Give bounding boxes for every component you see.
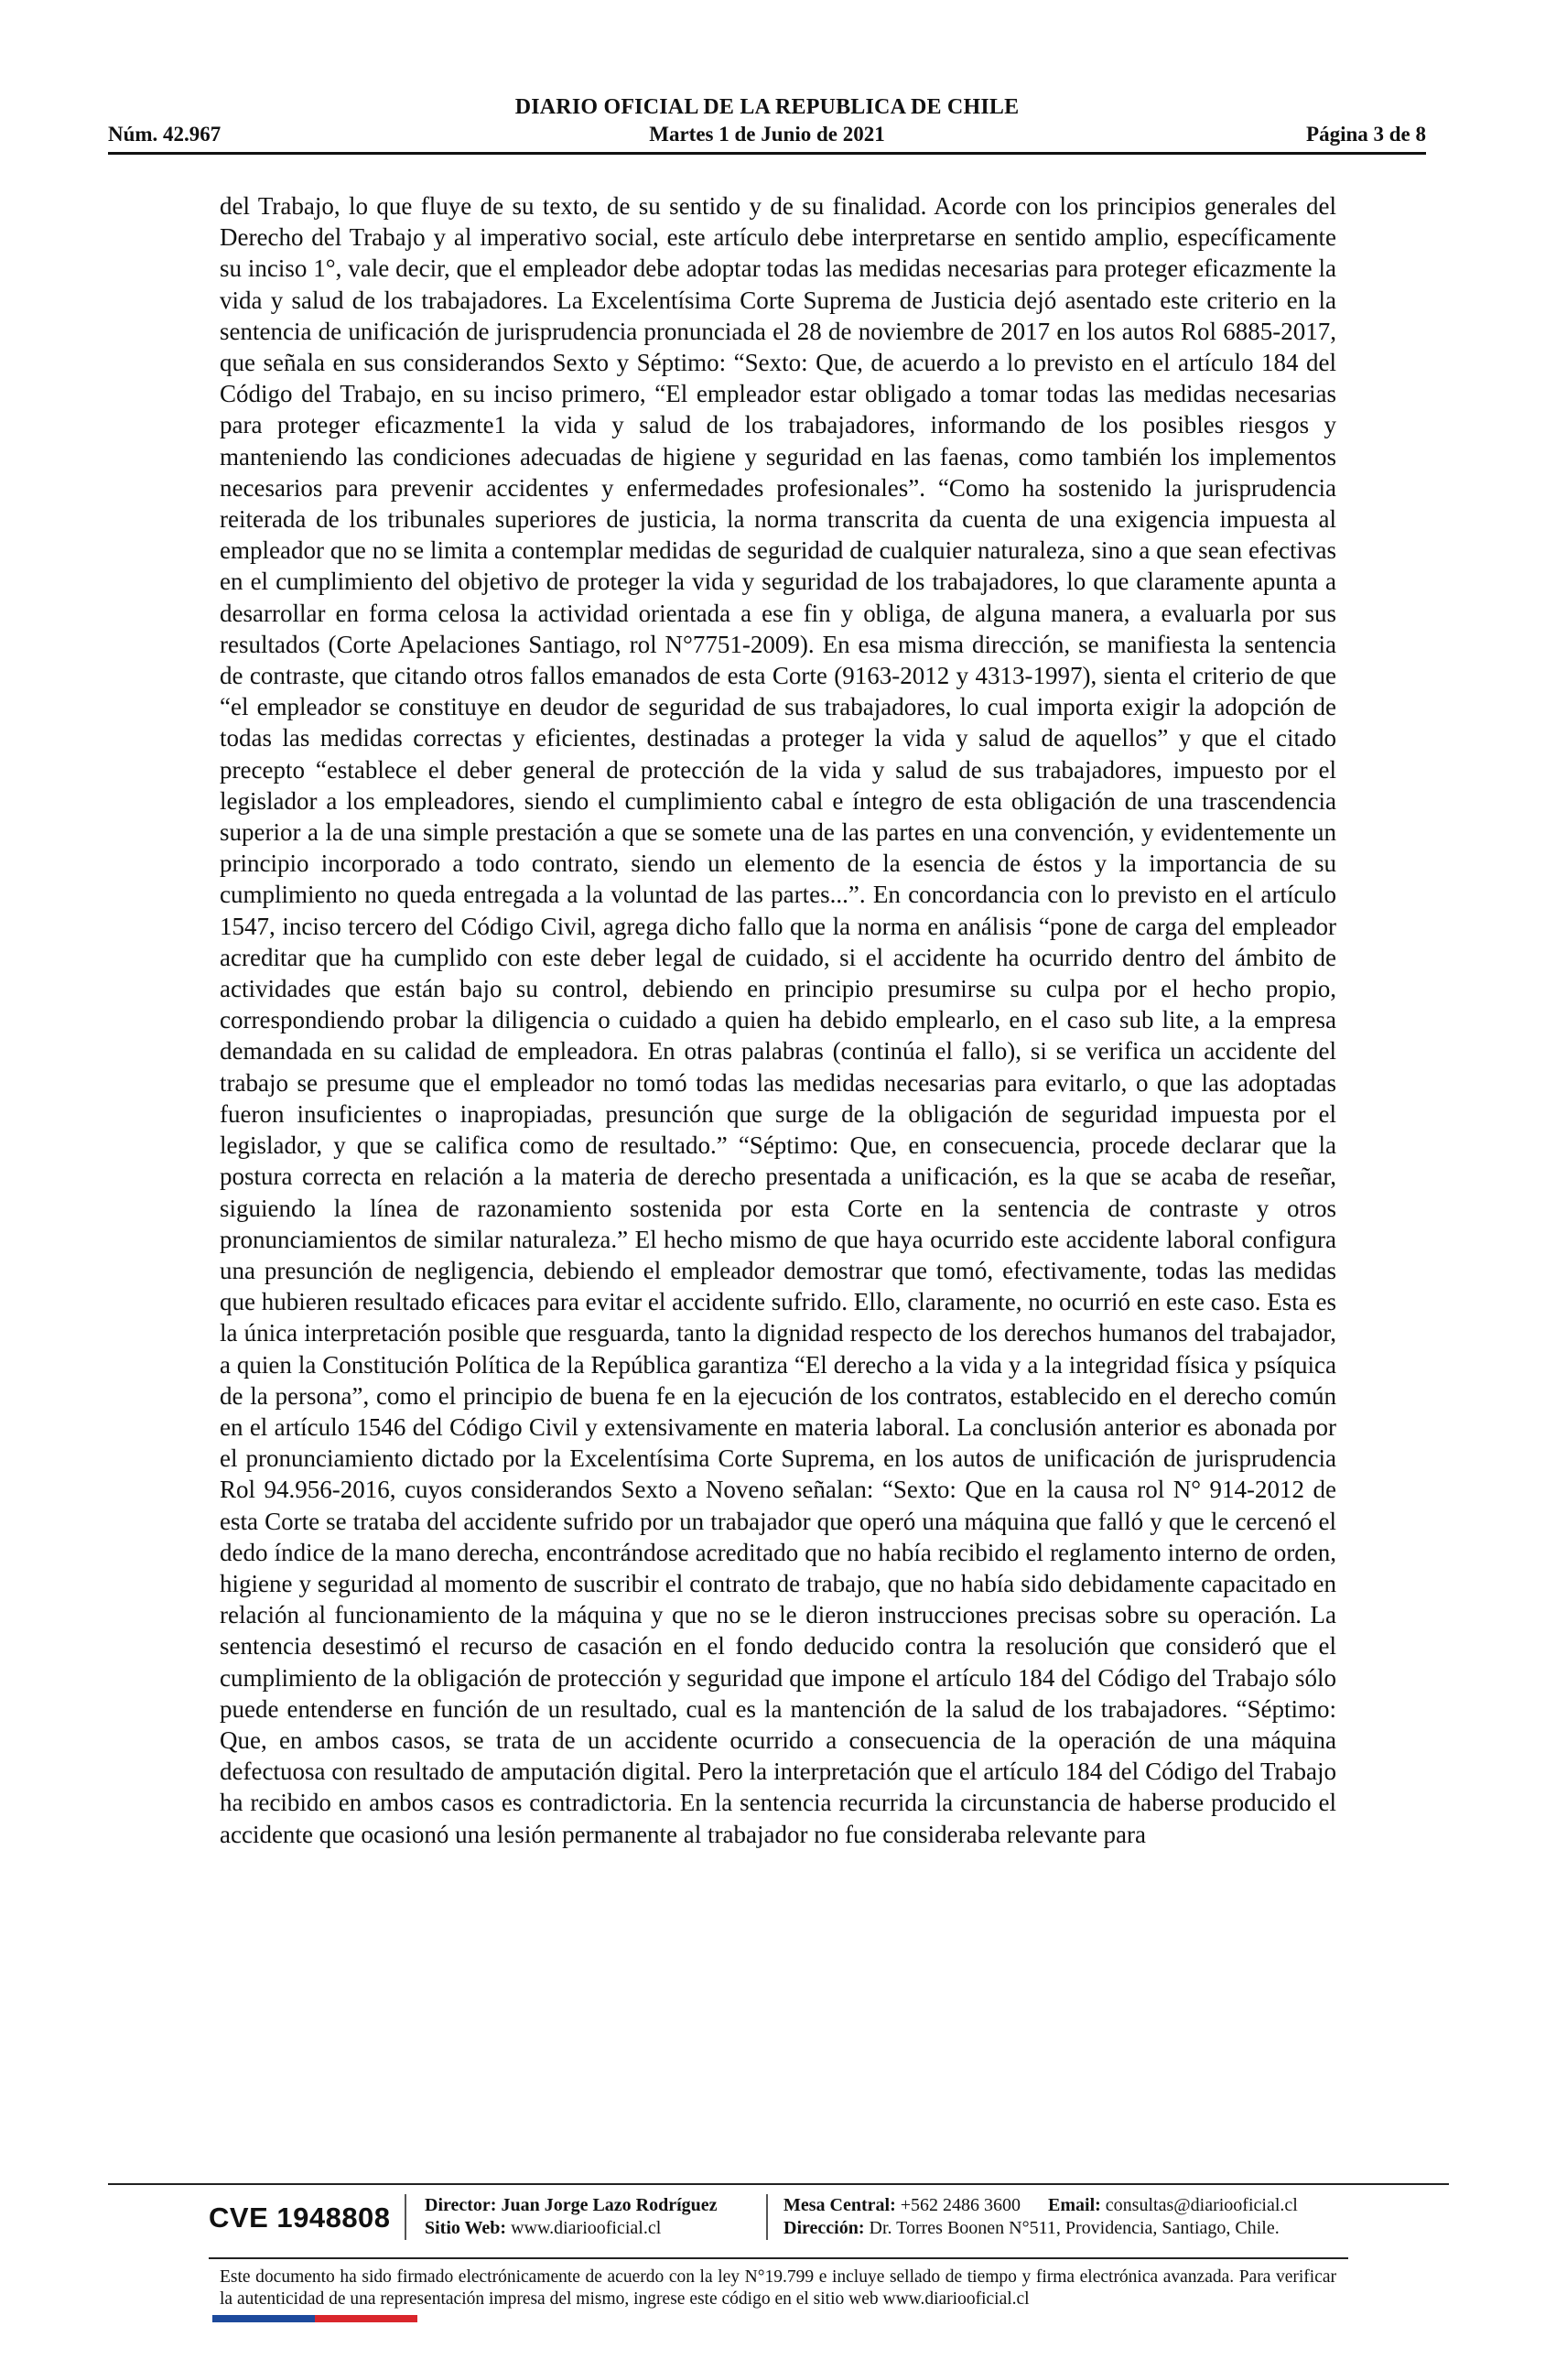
address-value: Dr. Torres Boonen N°511, Providencia, Santiago, Chile. [869,2218,1280,2238]
address-label: Dirección: [783,2218,865,2238]
contact-block [783,2194,1298,2240]
footer-divider [108,2183,1449,2185]
director-name: Juan Jorge Lazo Rodríguez [501,2195,718,2215]
gazette-title: DIARIO OFICIAL DE LA REPUBLICA DE CHILE [514,95,1020,119]
issue-date: Martes 1 de Junio de 2021 [649,123,885,146]
phone-value: +562 2486 3600 [900,2195,1021,2215]
issue-number: Núm. 42.967 [108,123,222,146]
phone-label: Mesa Central: [783,2195,896,2215]
director-label: Director: [425,2195,497,2215]
director-block [425,2194,718,2240]
legal-note: Este documento ha sido firmado electrónicamente de acuerdo con la ley N°19.799 e incluye sellado de tiempo y firma electrónica avanzada. Para verificar la autenticidad de una representación impresa del mismo, ingrese este código en el sitio web www.diariooficial.cl [220,2267,1336,2309]
site-link[interactable]: www.diariooficial.cl [511,2218,662,2238]
footer-separator [766,2194,768,2240]
site-label: Sitio Web: [425,2218,507,2238]
document-body: del Trabajo, lo que fluye de su texto, de su sentido y de su finalidad. Acorde con los principios generales del Derecho del Trabajo y al imperativo social, este artículo debe interpretarse en sentido amplio, específicamente su inciso 1°, vale decir, que el empleador debe adoptar todas las medidas necesarias para proteger eficazmente la vida y salud de los trabajadores. La Excelentísima Corte Suprema de Justicia dejó asentado este criterio en la sentencia de unificación de jurisprudencia pronunciada el 28 de noviembre de 2017 en los autos Rol 6885-2017, que señala en sus considerandos Sexto y Séptimo: “Sexto: Que, de acuerdo a lo previsto en el artículo 184 del Código del Trabajo, en su inciso primero, “El empleador estar obligado a tomar todas las medidas necesarias para proteger eficazmente1 la vida y salud de los trabajadores, informando de los posibles riesgos y manteniendo las condiciones adecuadas de higiene y seguridad en las faenas, como también los implementos necesarios para prevenir accidentes y enfermedades profesionales”. “Como ha sostenido la jurisprudencia reiterada de los tribunales superiores de justicia, la norma transcrita da cuenta de una exigencia impuesta al empleador que no se limita a contemplar medidas de seguridad de cualquier naturaleza, sino a que sean efectivas en el cumplimiento del objetivo de proteger la vida y seguridad de los trabajadores, lo que claramente apunta a desarrollar en forma celosa la actividad orientada a ese fin y obliga, de alguna manera, a evaluarla por sus resultados (Corte Apelaciones Santiago, rol N°7751-2009). En esa misma dirección, se manifiesta la sentencia de contraste, que citando otros fallos emanados de esta Corte (9163-2012 y 4313-1997), sienta el criterio de que “el empleador se constituye en deudor de seguridad de sus trabajadores, lo cual importa exigir la adopción de todas las medidas correctas y eficientes, destinadas a proteger la vida y salud de aquellos” y que el citado precepto “establece el deber general de protección de la vida y salud de sus trabajadores, impuesto por el legislador a los empleadores, siendo el cumplimiento cabal e íntegro de esta obligación de una trascendencia superior a la de una simple prestación a que se somete una de las partes en una convención, y evidentemente un principio incorporado a todo contrato, siendo un elemento de la esencia de éstos y la importancia de su cumplimiento no queda entregada a la voluntad de las partes...”. En concordancia con lo previsto en el artículo 1547, inciso tercero del Código Civil, agrega dicho fallo que la norma en análisis “pone de carga del empleador acreditar que ha cumplido con este deber legal de cuidado, si el accidente ha ocurrido dentro del ámbito de actividades que están bajo su control, debiendo en principio presumirse su culpa por el hecho propio, correspondiendo probar la diligencia o cuidado a quien ha debido emplearlo, en el caso sub lite, a la empresa demandada en su calidad de empleadora. En otras palabras (continúa el fallo), si se verifica un accidente del trabajo se presume que el empleador no tomó todas las medidas necesarias para evitarlo, o que las adoptadas fueron insuficientes o inapropiadas, presunción que surge de la obligación de seguridad impuesta por el legislador, y que se califica como de resultado.” “Séptimo: Que, en consecuencia, procede declarar que la postura correcta en relación a la materia de derecho presentada a unificación, es la que se acaba de reseñar, siguiendo la línea de razonamiento sostenida por esta Corte en la sentencia de contraste y otros pronunciamientos de similar naturaleza.” El hecho mismo de que haya ocurrido este accidente laboral configura una presunción de negligencia, debiendo el empleador demostrar que tomó, efectivamente, todas las medidas que hubieren resultado eficaces para evitar el accidente sufrido. Ello, claramente, no ocurrió en este caso. Esta es la única interpretación posible que resguarda, tanto la dignidad respecto de los derechos humanos del trabajador, a quien la Constitución Política de la República garantiza “El derecho a la vida y a la integridad física y psíquica de la persona”, como el principio de buena fe en la ejecución de los contratos, establecido en el derecho común en el artículo 1546 del Código Civil y extensivamente en materia laboral. La conclusión anterior es abonada por el pronunciamiento dictado por la Excelentísima Corte Suprema, en los autos de unificación de jurisprudencia Rol 94.956-2016, cuyos considerandos Sexto a Noveno señalan: “Sexto: Que en la causa rol N° 914-2012 de esta Corte se trataba del accidente sufrido por un trabajador que operó una máquina que falló y que le cercenó el dedo índice de la mano derecha, encontrándose acreditado que no había recibido el reglamento interno de orden, higiene y seguridad al momento de suscribir el contrato de trabajo, que no había sido debidamente capacitado en relación al funcionamiento de la máquina y que no se le dieron instrucciones precisas sobre su operación. La sentencia desestimó el recurso de casación en el fondo deducido contra la resolución que consideró que el cumplimiento de la obligación de protección y seguridad que impone el artículo 184 del Código del Trabajo sólo puede entenderse en función de un resultado, cual es la mantención de la salud de los trabajadores. “Séptimo: Que, en ambos casos, se trata de un accidente ocurrido a consecuencia de la operación de una máquina defectuosa con resultado de amputación digital. Pero la interpretación que el artículo 184 del Código del Trabajo ha recibido en ambos casos es contradictoria. En la sentencia recurrida la circunstancia de haberse producido el accidente que ocasionó una lesión permanente al trabajador no fue consideraba relevante para [220,192,1336,1848]
footer-divider-lower [209,2257,1348,2259]
page-indicator: Página 3 de 8 [1306,123,1426,146]
cve-code: CVE 1948808 [209,2202,391,2234]
footer-info [209,2191,1348,2242]
flag-blue-segment [212,2315,315,2322]
email-link[interactable]: consultas@diariooficial.cl [1105,2195,1298,2215]
flag-red-segment [315,2315,417,2322]
email-label: Email: [1048,2195,1101,2215]
page-header [108,92,1426,152]
footer-separator [405,2194,406,2240]
header-divider [108,152,1426,155]
